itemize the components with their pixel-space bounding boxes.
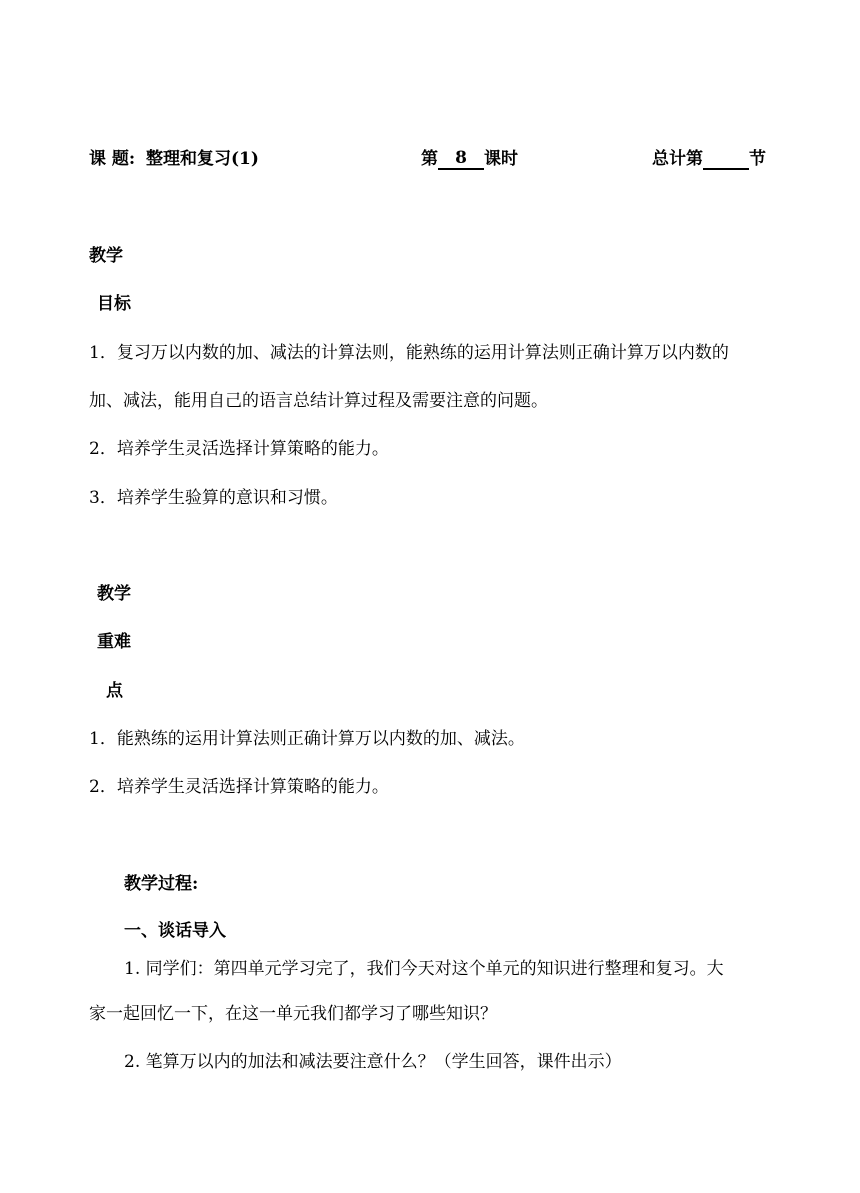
total-prefix: 总计第 (652, 149, 703, 169)
section-intro-title: 一、谈话导入 (124, 921, 226, 941)
total-suffix: 节 (749, 149, 766, 169)
keypoints-heading-line1: 教学 (97, 584, 131, 604)
objectives-heading-line2: 目标 (97, 294, 131, 314)
process-heading: 教学过程: (124, 874, 199, 894)
paragraph-1-line1: 1. 同学们：第四单元学习完了，我们今天对这个单元的知识进行整理和复习。大 (124, 959, 724, 979)
objective-item-1: 1．复习万以内数的加、减法的计算法则，能熟练的运用计算法则正确计算万以内数的 (89, 343, 729, 363)
paragraph-2: 2. 笔算万以内的加法和减法要注意什么？（学生回答，课件出示） (124, 1052, 622, 1072)
objectives-heading-line1: 教学 (89, 246, 123, 266)
total-count-group (652, 148, 766, 170)
keypoint-item-1: 1．能熟练的运用计算法则正确计算万以内数的加、减法。 (89, 729, 525, 749)
objective-item-1-cont: 加、减法，能用自己的语言总结计算过程及需要注意的问题。 (89, 391, 548, 411)
paragraph-1-line2: 家一起回忆一下，在这一单元我们都学习了哪些知识？ (89, 1004, 497, 1024)
topic-label: 课 题: (89, 149, 136, 169)
lesson-number-field: 8 (438, 148, 484, 170)
lesson-prefix: 第 (421, 149, 438, 169)
topic-title: 整理和复习(1) (146, 149, 259, 169)
lesson-number-group (421, 148, 518, 170)
objective-item-3: 3．培养学生验算的意识和习惯。 (89, 488, 338, 508)
objective-item-2: 2．培养学生灵活选择计算策略的能力。 (89, 439, 389, 459)
lesson-suffix: 课时 (484, 149, 518, 169)
lesson-header (0, 148, 860, 172)
keypoint-item-2: 2．培养学生灵活选择计算策略的能力。 (89, 777, 389, 797)
keypoints-heading-line3: 点 (106, 681, 123, 701)
total-number-field (703, 148, 749, 170)
keypoints-heading-line2: 重难 (97, 632, 131, 652)
